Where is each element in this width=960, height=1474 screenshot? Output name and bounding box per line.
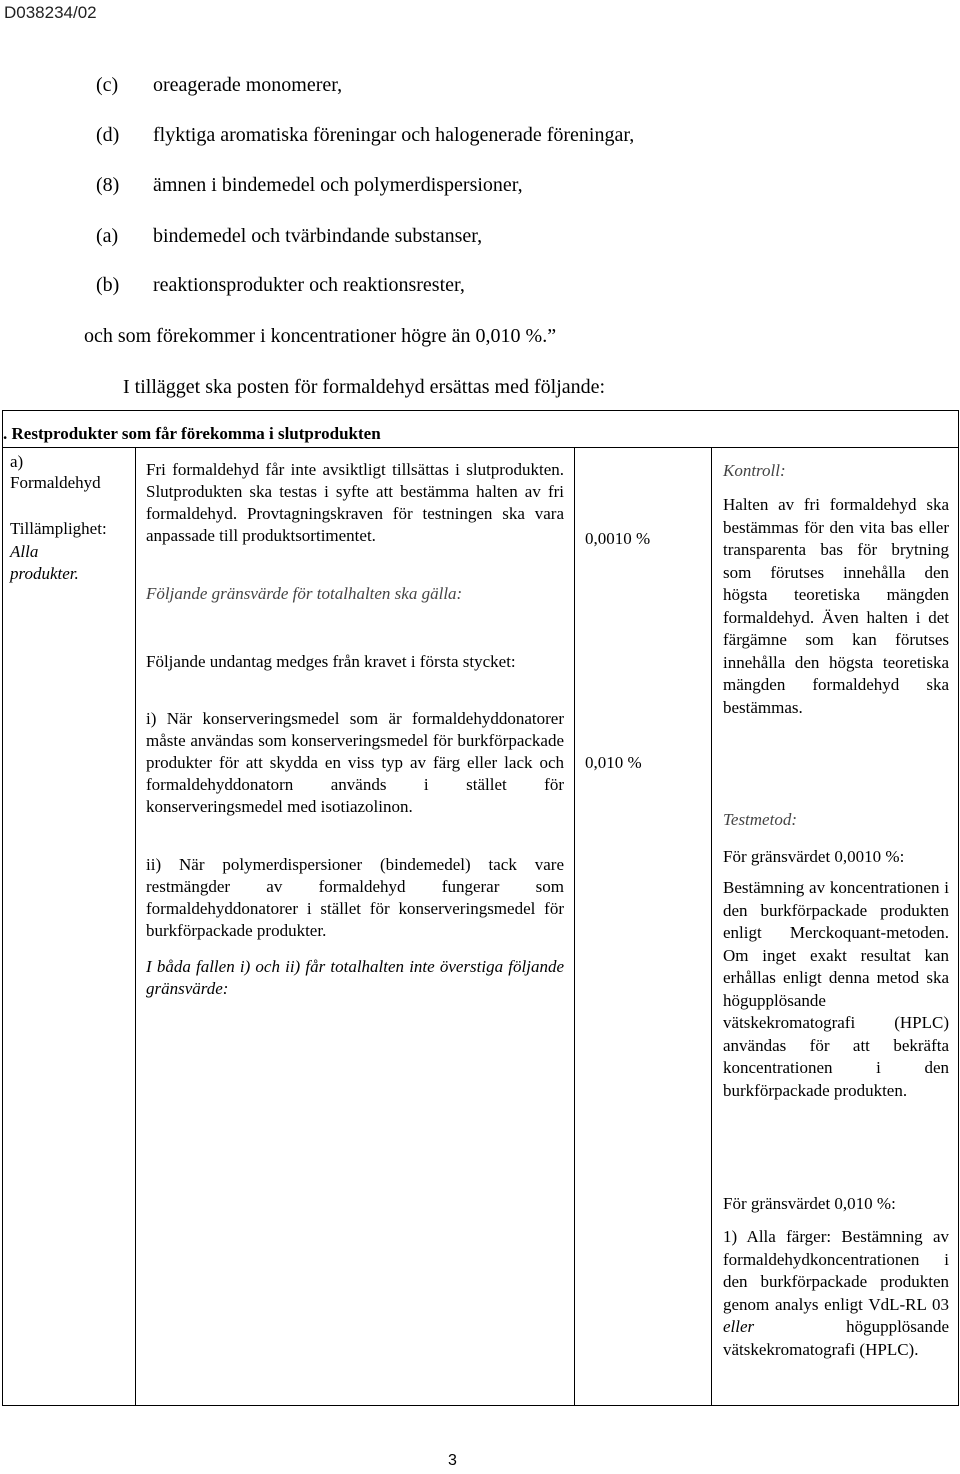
testmetod-label: Testmetod: [723, 810, 797, 829]
kontroll-text [723, 494, 949, 719]
substance-name: Formaldehyd [10, 473, 101, 492]
list-item-label: (8) [96, 174, 120, 196]
exception-ii [146, 854, 564, 942]
exception-intro-text: Följande undantag medges från kravet i första stycket: [146, 652, 516, 671]
applicability-value: produkter. [10, 564, 79, 583]
page-number: 3 [448, 1452, 457, 1469]
limit2-method-text: 1) Alla färger: Bestämning av formaldehydkoncentrationen i den burkförpackade produkten genom analys enligt VdL-RL 03 eller högupplösande vätskekromatografi (HPLC). [723, 1227, 949, 1359]
table-divider [2, 447, 959, 448]
limit1-method [723, 877, 949, 1102]
column-divider [574, 448, 575, 1405]
column-divider [135, 448, 136, 1405]
list-item-label: (b) [96, 274, 120, 296]
requirement-text [146, 459, 564, 547]
column-divider [711, 448, 712, 1405]
list-item-text: oreagerade monomerer, [153, 74, 343, 96]
table-header: . Restprodukter som får förekomma i slutprodukten [3, 424, 381, 443]
limit1-method-text: Bestämning av koncentrationen i den burkförpackade produkten enligt Merckoquant-metoden. Om inget exakt resultat kan erhållas enligt denna metod ska högupplösande vätskekromatografi (HPLC) användas för att bekräfta koncentrationen i den burkförpackade produkten. [723, 878, 949, 1100]
requirement-paragraph: Fri formaldehyd får inte avsiktligt tillsättas i slutprodukten. Slutprodukten ska testas i syfte att bestämma halten av fri formaldehyd. Provtagningskraven för testningen ska vara anpassade till produktsortimentet. [146, 460, 564, 545]
list-item-label: (a) [96, 225, 119, 247]
applicability-label: Tillämplighet: [10, 519, 107, 538]
applicability-value: Alla [10, 542, 39, 561]
limit-intro-text: Följande gränsvärde för totalhalten ska gälla: [146, 584, 463, 603]
list-item-text: ämnen i bindemedel och polymerdispersioner, [153, 174, 523, 196]
limit-intro [146, 583, 564, 605]
exception-ii-text: ii) När polymerdispersioner (bindemedel) tack vare restmängder av formaldehyd fungerar som formaldehyddonatorer i stället för konserveringsmedel för burkförpackade produkter. [146, 855, 564, 940]
limit1-heading: För gränsvärdet 0,0010 %: [723, 847, 905, 866]
exception-intro [146, 651, 564, 673]
limit2-method [723, 1226, 949, 1361]
list-item-label: (d) [96, 124, 120, 146]
kontroll-paragraph: Halten av fri formaldehyd ska bestämmas för den vita bas eller transparenta bas för brytning som förutses innehålla den högsta teoretiska mängden formaldehyd. Även halten i det färgämne som kan förutses innehålla den högsta teoretiska mängden formaldehyd ska bestämmas. [723, 495, 949, 717]
exception-limit [146, 956, 564, 1000]
intro-line: I tillägget ska posten för formaldehyd ersättas med följande: [123, 376, 606, 398]
list-item-text: flyktiga aromatiska föreningar och halogenerade föreningar, [153, 124, 635, 146]
closing-line: och som förekommer i koncentrationer högre än 0,010 %.” [84, 325, 557, 347]
list-item-text: bindemedel och tvärbindande substanser, [153, 225, 483, 247]
limit-value: 0,010 % [585, 753, 642, 772]
kontroll-label: Kontroll: [723, 461, 786, 480]
list-item-text: reaktionsprodukter och reaktionsrester, [153, 274, 465, 296]
limit-value: 0,0010 % [585, 529, 651, 548]
limit2-heading: För gränsvärdet 0,010 %: [723, 1194, 896, 1213]
document-id: D038234/02 [4, 3, 97, 22]
exception-i [146, 708, 564, 818]
exception-i-text: i) När konserveringsmedel som är formaldehyddonatorer måste användas som konserveringsmedel för burkförpackade produkter för att skydda en viss typ av färg eller lack och formaldehyddonatorn används i stället för konserveringsmedel med isotiazolinon. [146, 709, 564, 816]
exception-limit-text: I båda fallen i) och ii) får totalhalten inte överstiga följande gränsvärde: [146, 957, 564, 998]
list-item-label: (c) [96, 74, 119, 96]
item-label: a) [10, 452, 24, 471]
